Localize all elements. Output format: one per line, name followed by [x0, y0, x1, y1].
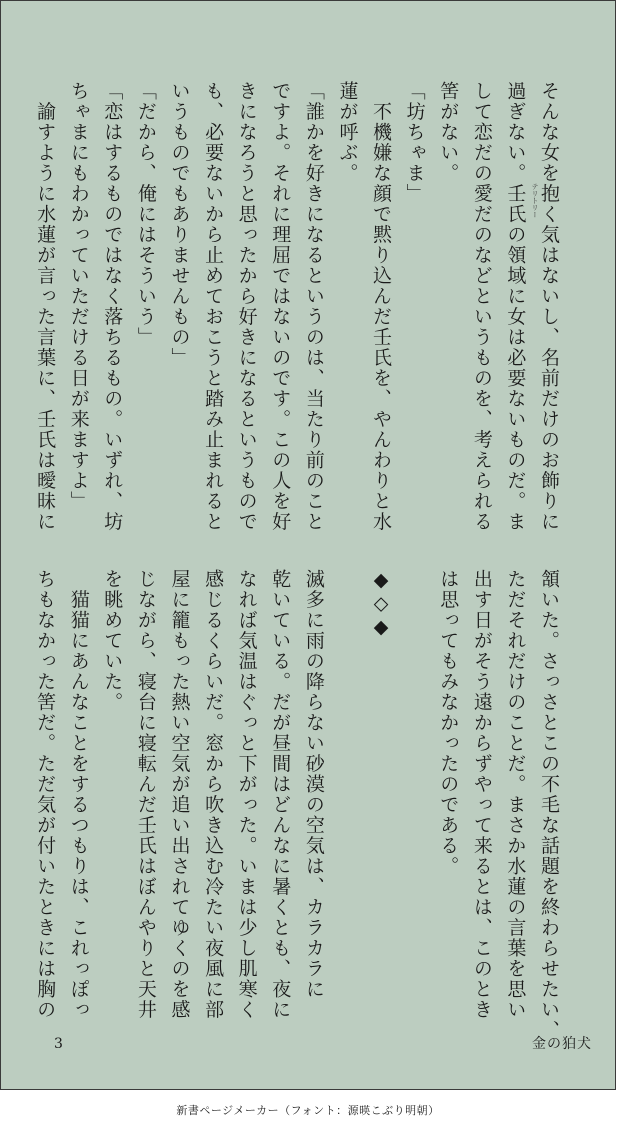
- ruby-annotation: テリトリー: [531, 183, 539, 218]
- body-text-upper: そんな女を抱く気はないし、名前だけのお飾りに 過ぎない。壬氏の領域に女は必要ないものだ。ま して恋だの愛だのなどというものを、考えられる 筈がない。 「坊ちゃま」 不機嫌な顔で黙り込んだ壬氏を、やんわりと水 蓮が呼ぶ。 「誰かを好きになるというのは、当たり前のこと ですよ。それに理屈ではないのです。この人を好 きになろうと思ったから好きになるというもので も、必要ないから止めておこうと踏み止まれると いうものでもありませんもの」 「だから、俺にはそういう」 「恋はするものではなく落ちるもの。いずれ、坊 ちゃまにもわかっていただける日が来ますよ」 諭すように水蓮が言った言葉に、壬氏は曖昧に: [34, 81, 560, 532]
- credit-line: 新書ページメーカー（フォント：源暎こぶり明朝）: [176, 1104, 440, 1117]
- page-number: 3: [54, 1036, 63, 1052]
- body-text-lower: 頷いた。さっさとこの不毛な話題を終わらせたい、 ただそれだけのことだ。まさか水蓮の言葉を思い 出す日がそう遠からずやって来るとは、このとき は思ってもみなかったのである。 ◆◇◆ 滅多に雨の降らない砂漠の空気は、カラカラに 乾いている。だが昼間はどんなに暑くとも、夜に なれば気温はぐっと下がった。いまは少し肌寒く 感じるくらいだ。窓から吹き込む冷たい夜風に部 屋に籠もった熱い空気が追い出されてゆくのを感 じながら、寝台に寝転んだ壬氏はぼんやりと天井 を眺めていた。 猫猫にあんなことをするつもりは、これっぽっ ちもなかった筈だ。ただ気が付いたときには胸の: [34, 569, 560, 1041]
- running-title: 金の狛犬: [532, 1036, 592, 1052]
